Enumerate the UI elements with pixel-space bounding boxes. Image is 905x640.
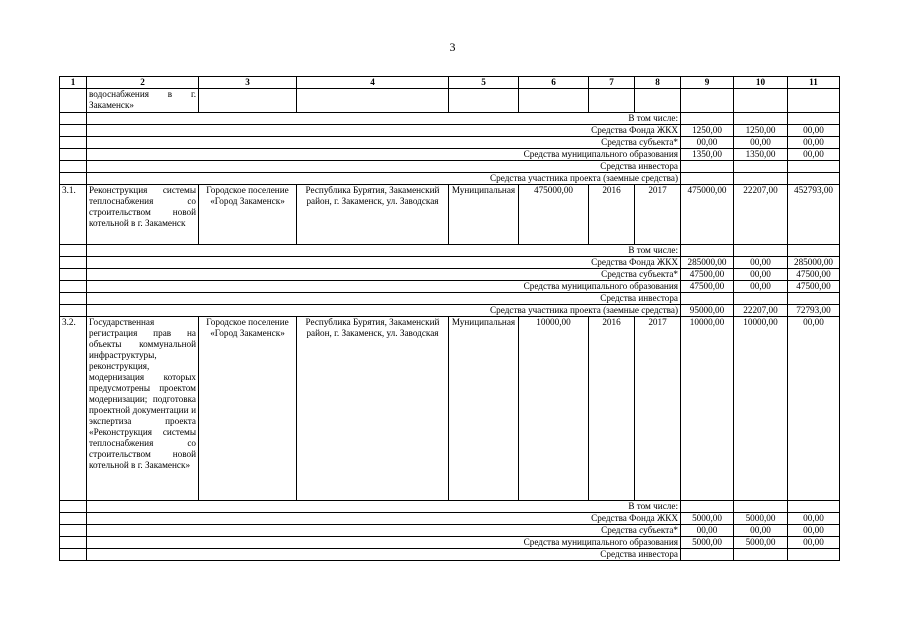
value-cell: 00,00 [734,257,788,269]
value-cell: 5000,00 [681,513,734,525]
value-cell: 285000,00 [681,257,734,269]
value-cell: 00,00 [788,317,840,501]
subrow-municipal [60,149,840,161]
value-cell: 10000,00 [519,317,589,501]
subrow-municipal [60,537,840,549]
label-cell: Средства муниципального образования [87,149,681,161]
year-end-cell: 2017 [635,185,681,245]
header-cell: 10 [734,77,788,89]
value-cell: 47500,00 [681,269,734,281]
year-start-cell: 2016 [589,317,635,501]
project-name-cell: Государственная регистрация прав на объекты коммунальной инфраструктуры, реконструкция, модернизация которых предусмотрены проектом модернизации; подготовка проектной документации и экспертиза проекта «Реконструкция системы теплоснабжения со строительством новой котельной в г. Закаменск» [87,317,199,501]
ownership-cell: Муниципальная [449,185,519,245]
subrow-investor [60,293,840,305]
label-cell: Средства субъекта* [87,137,681,149]
header-cell: 2 [87,77,199,89]
value-cell: 22207,00 [734,305,788,317]
value-cell: 47500,00 [788,269,840,281]
subrow-investor [60,161,840,173]
value-cell: 5000,00 [734,513,788,525]
label-cell: Средства Фонда ЖКХ [87,257,681,269]
subrow-fund [60,125,840,137]
label-cell: В том числе: [87,501,681,513]
subrow-subject [60,137,840,149]
header-cell: 1 [60,77,87,89]
header-cell: 4 [297,77,449,89]
subrow-fund [60,257,840,269]
label-cell: Средства инвестора [87,549,681,561]
year-end-cell: 2017 [635,317,681,501]
value-cell: 10000,00 [734,317,788,501]
value-cell: 00,00 [788,537,840,549]
value-cell: 1350,00 [681,149,734,161]
value-cell: 00,00 [788,137,840,149]
address-cell: Республика Бурятия, Закаменский район, г. Закаменск, ул. Заводская [297,317,449,501]
label-cell: Средства муниципального образования [87,281,681,293]
settlement-cell: Городское поселение «Город Закаменск» [199,185,297,245]
subrow-in-that [60,245,840,257]
table-row [60,185,840,245]
value-cell: 5000,00 [681,537,734,549]
row-number: 3.1. [60,185,87,245]
address-cell: Республика Бурятия, Закаменский район, г. Закаменск, ул. Заводская [297,185,449,245]
label-cell: Средства Фонда ЖКХ [87,513,681,525]
value-cell: 1350,00 [734,149,788,161]
subrow-participant [60,173,840,185]
subrow-subject [60,269,840,281]
subrow-investor [60,549,840,561]
page-number: 3 [449,40,456,54]
row-number: 3.2. [60,317,87,501]
header-cell: 8 [635,77,681,89]
settlement-cell: Городское поселение «Город Закаменск» [199,317,297,501]
label-cell: В том числе: [87,113,681,125]
value-cell: 00,00 [734,525,788,537]
value-cell: 47500,00 [681,281,734,293]
value-cell: 1250,00 [734,125,788,137]
header-cell: 11 [788,77,840,89]
subrow-fund [60,513,840,525]
value-cell: 00,00 [788,513,840,525]
value-cell: 47500,00 [788,281,840,293]
project-name-cell: Реконструкция системы теплоснабжения со строительством новой котельной в г. Закаменск [87,185,199,245]
value-cell: 1250,00 [681,125,734,137]
value-cell: 00,00 [788,149,840,161]
project-table [59,76,840,561]
project-name-cell: водоснабжения в г. Закаменск» [87,89,199,113]
label-cell: В том числе: [87,245,681,257]
value-cell: 00,00 [734,269,788,281]
value-cell: 00,00 [788,525,840,537]
label-cell: Средства Фонда ЖКХ [87,125,681,137]
value-cell: 95000,00 [681,305,734,317]
label-cell: Средства инвестора [87,161,681,173]
label-cell: Средства муниципального образования [87,537,681,549]
value-cell: 00,00 [681,137,734,149]
header-cell: 5 [449,77,519,89]
value-cell: 00,00 [681,525,734,537]
header-row [60,77,840,89]
value-cell: 72793,00 [788,305,840,317]
label-cell: Средства субъекта* [87,269,681,281]
value-cell: 452793,00 [788,185,840,245]
value-cell: 5000,00 [734,537,788,549]
value-cell: 475000,00 [681,185,734,245]
value-cell: 10000,00 [681,317,734,501]
value-cell: 00,00 [734,137,788,149]
header-cell: 7 [589,77,635,89]
subrow-subject [60,525,840,537]
label-cell: Средства инвестора [87,293,681,305]
ownership-cell: Муниципальная [449,317,519,501]
value-cell: 00,00 [788,125,840,137]
subrow-in-that [60,113,840,125]
label-cell: Средства субъекта* [87,525,681,537]
year-start-cell: 2016 [589,185,635,245]
label-cell: Средства участника проекта (заемные средства) [87,173,681,185]
header-cell: 9 [681,77,734,89]
label-cell: Средства участника проекта (заемные средства) [87,305,681,317]
value-cell: 285000,00 [788,257,840,269]
subrow-in-that [60,501,840,513]
subrow-municipal [60,281,840,293]
header-cell: 3 [199,77,297,89]
value-cell: 22207,00 [734,185,788,245]
table-row [60,89,840,113]
header-cell: 6 [519,77,589,89]
value-cell: 475000,00 [519,185,589,245]
table-row [60,317,840,501]
value-cell: 00,00 [734,281,788,293]
subrow-participant [60,305,840,317]
